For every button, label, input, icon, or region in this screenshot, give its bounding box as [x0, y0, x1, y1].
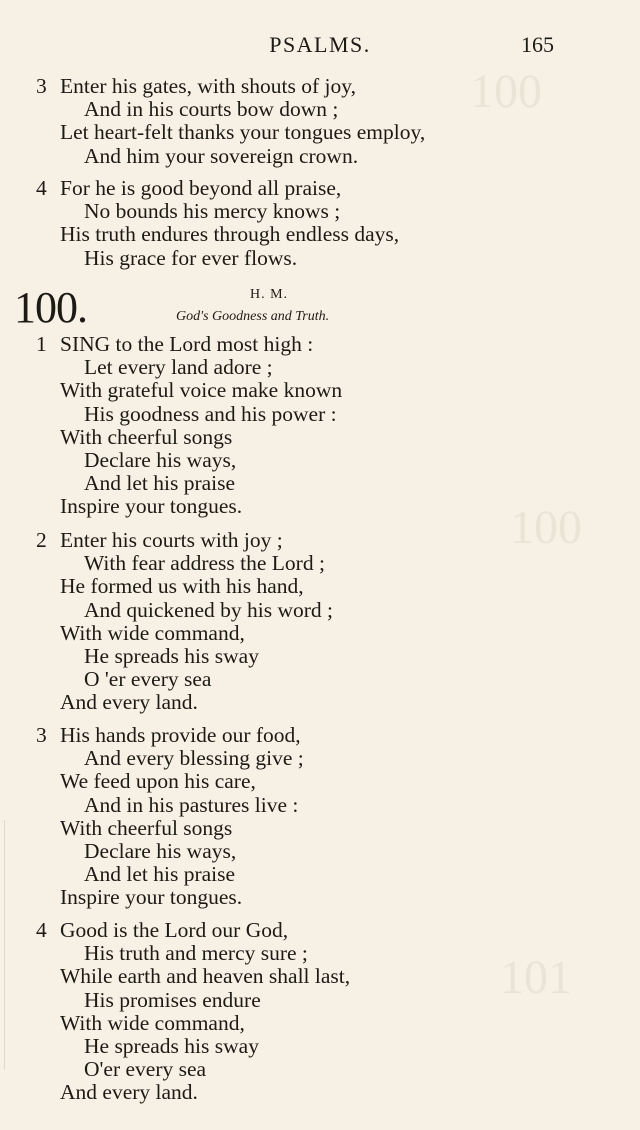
verse-line: We feed upon his care,: [60, 769, 256, 794]
verse-line: Let every land adore ;: [84, 355, 273, 380]
verse-line: Declare his ways,: [84, 447, 237, 472]
page-number: 165: [521, 32, 554, 57]
verse-number: 2: [36, 528, 47, 552]
verse-line: Enter his gates, with shouts of joy,: [60, 74, 356, 98]
bleed-through-mark: 100: [470, 65, 542, 118]
verse-number: 1: [36, 332, 47, 356]
hymn-verse-2: [0, 529, 640, 715]
bleed-through-mark: 100: [510, 501, 582, 554]
verse-line: With wide command,: [60, 620, 245, 645]
verse-line: His goodness and his power :: [84, 401, 337, 426]
verse-line: His truth endures through endless days,: [60, 222, 400, 247]
verse-line: O'er every sea: [84, 1057, 207, 1082]
hymn-verse-3: [0, 724, 640, 910]
verse-line: He spreads his sway: [84, 1033, 259, 1058]
verse-line: And every blessing give ;: [84, 746, 304, 771]
verse-line: Let heart-felt thanks your tongues employ,: [60, 120, 426, 145]
bleed-through-mark: 101: [500, 951, 572, 1004]
verse-line: With cheerful songs: [60, 815, 233, 840]
verse-line: And every land.: [60, 1080, 198, 1105]
verse-line: SING to the Lord most high :: [60, 332, 314, 356]
verse-line: His hands provide our food,: [60, 723, 301, 747]
verse-line: Inspire your tongues.: [60, 494, 243, 519]
verse-line: His promises endure: [84, 987, 261, 1012]
hymn-subtitle: God's Goodness and Truth.: [176, 309, 330, 324]
verse-line: And in his courts bow down ;: [84, 97, 339, 122]
verse-line: Declare his ways,: [84, 838, 237, 863]
verse-line: Inspire your tongues.: [60, 885, 243, 910]
verse-line: His grace for ever flows.: [84, 245, 298, 270]
running-header: [0, 32, 640, 66]
verse-line: And let his praise: [84, 471, 236, 496]
hymn-heading: [0, 284, 640, 334]
continued-verse-4: [0, 177, 640, 270]
hymn-verse-4: [0, 919, 640, 1105]
verse-line: For he is good beyond all praise,: [60, 176, 342, 200]
verse-number: 3: [36, 723, 47, 747]
verse-line: O 'er every sea: [84, 667, 212, 692]
verse-line: And in his pastures live :: [84, 792, 299, 817]
verse-line: No bounds his mercy knows ;: [84, 199, 341, 224]
verse-line: With fear address the Lord ;: [84, 551, 325, 576]
hymn-number: 100.: [14, 283, 87, 332]
running-title: PSALMS.: [269, 32, 371, 57]
verse-line: With grateful voice make known: [60, 378, 343, 403]
verse-line: And let his praise: [84, 862, 236, 887]
verse-number: 4: [36, 918, 47, 942]
verse-line: He formed us with his hand,: [60, 574, 304, 599]
verse-number: 3: [36, 74, 47, 98]
verse-line: With cheerful songs: [60, 424, 233, 449]
continued-verse-3: [0, 75, 640, 168]
verse-line: With wide command,: [60, 1010, 245, 1035]
verse-line: Enter his courts with joy ;: [60, 528, 283, 552]
verse-line: And quickened by his word ;: [84, 597, 334, 622]
verse-line: His truth and mercy sure ;: [84, 941, 308, 966]
verse-line: And him your sovereign crown.: [84, 143, 359, 168]
verse-line: While earth and heaven shall last,: [60, 964, 351, 989]
verse-line: And every land.: [60, 690, 198, 715]
hymn-meter: H. M.: [250, 287, 289, 302]
verse-line: He spreads his sway: [84, 643, 259, 668]
verse-line: Good is the Lord our God,: [60, 918, 289, 942]
hymn-verse-1: [0, 333, 640, 519]
verse-number: 4: [36, 176, 47, 200]
